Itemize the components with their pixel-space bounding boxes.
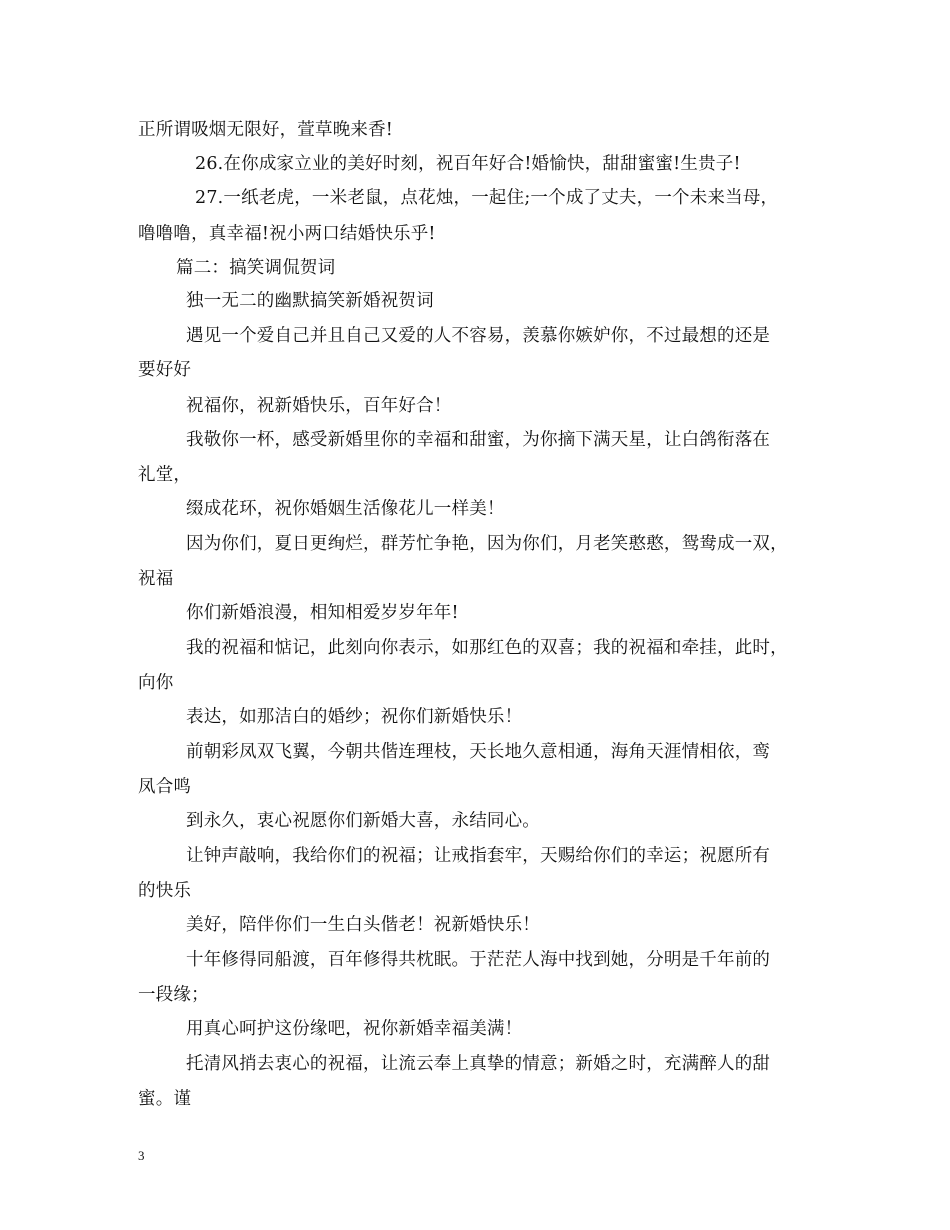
text-line: 向你	[138, 673, 174, 693]
text-line: 的快乐	[138, 881, 192, 901]
text-line: 蜜。谨	[138, 1089, 192, 1109]
subheading: 独一无二的幽默搞笑新婚祝贺词	[186, 291, 434, 311]
text-line: 十年修得同船渡，百年修得共枕眠。于茫茫人海中找到她，分明是千年前的	[186, 950, 771, 970]
text-line: 前朝彩凤双飞翼，今朝共偕连理枝，天长地久意相通，海角天涯情相依，鸾	[186, 742, 771, 762]
text-line: 礼堂，	[138, 465, 192, 485]
text-line: 美好，陪伴你们一生白头偕老！祝新婚快乐！	[186, 915, 540, 935]
page-number: 3	[138, 1148, 145, 1163]
text-line: 凤合鸣	[138, 777, 192, 797]
text-line: 正所谓吸烟无限好，萱草晚来香!	[138, 120, 394, 140]
text-line: 26.在你成家立业的美好时刻，祝百年好合!婚愉快，甜甜蜜蜜!生贵子!	[195, 154, 741, 174]
text-line: 让钟声敲响，我给你们的祝福；让戒指套牢，天赐给你们的幸运；祝愿所有	[186, 846, 771, 866]
text-line: 祝福	[138, 569, 174, 589]
text-line: 我敬你一杯，感受新婚里你的幸福和甜蜜，为你摘下满天星，让白鸽衔落在	[186, 430, 771, 450]
text-line: 要好好	[138, 360, 192, 380]
text-line: 因为你们，夏日更绚烂，群芳忙争艳，因为你们，月老笑憨憨，鸳鸯成一双，	[186, 534, 788, 554]
text-line: 托清风捎去衷心的祝福，让流云奉上真挚的情意；新婚之时，充满醉人的甜	[186, 1054, 771, 1074]
section-heading: 篇二：搞笑调侃贺词	[176, 258, 336, 278]
text-line: 到永久，衷心祝愿你们新婚大喜，永结同心。	[186, 811, 540, 831]
text-line: 缀成花环，祝你婚姻生活像花儿一样美！	[186, 499, 505, 519]
text-line: 用真心呵护这份缘吧，祝你新婚幸福美满！	[186, 1019, 523, 1039]
text-line: 遇见一个爱自己并且自己又爱的人不容易，羡慕你嫉妒你，不过最想的还是	[186, 326, 771, 346]
text-line: 27.一纸老虎，一米老鼠，点花烛，一起住;一个成了丈夫，一个未来当母，	[195, 188, 779, 208]
text-line: 你们新婚浪漫，相知相爱岁岁年年!	[186, 603, 459, 623]
text-line: 一段缘；	[138, 985, 209, 1005]
text-line: 祝福你，祝新婚快乐，百年好合！	[186, 396, 452, 416]
text-line: 噜噜噜，真幸福!祝小两口结婚快乐乎!	[138, 224, 436, 244]
text-line: 我的祝福和惦记，此刻向你表示，如那红色的双喜；我的祝福和牵挂，此时，	[186, 638, 788, 658]
text-line: 表达，如那洁白的婚纱；祝你们新婚快乐！	[186, 707, 523, 727]
